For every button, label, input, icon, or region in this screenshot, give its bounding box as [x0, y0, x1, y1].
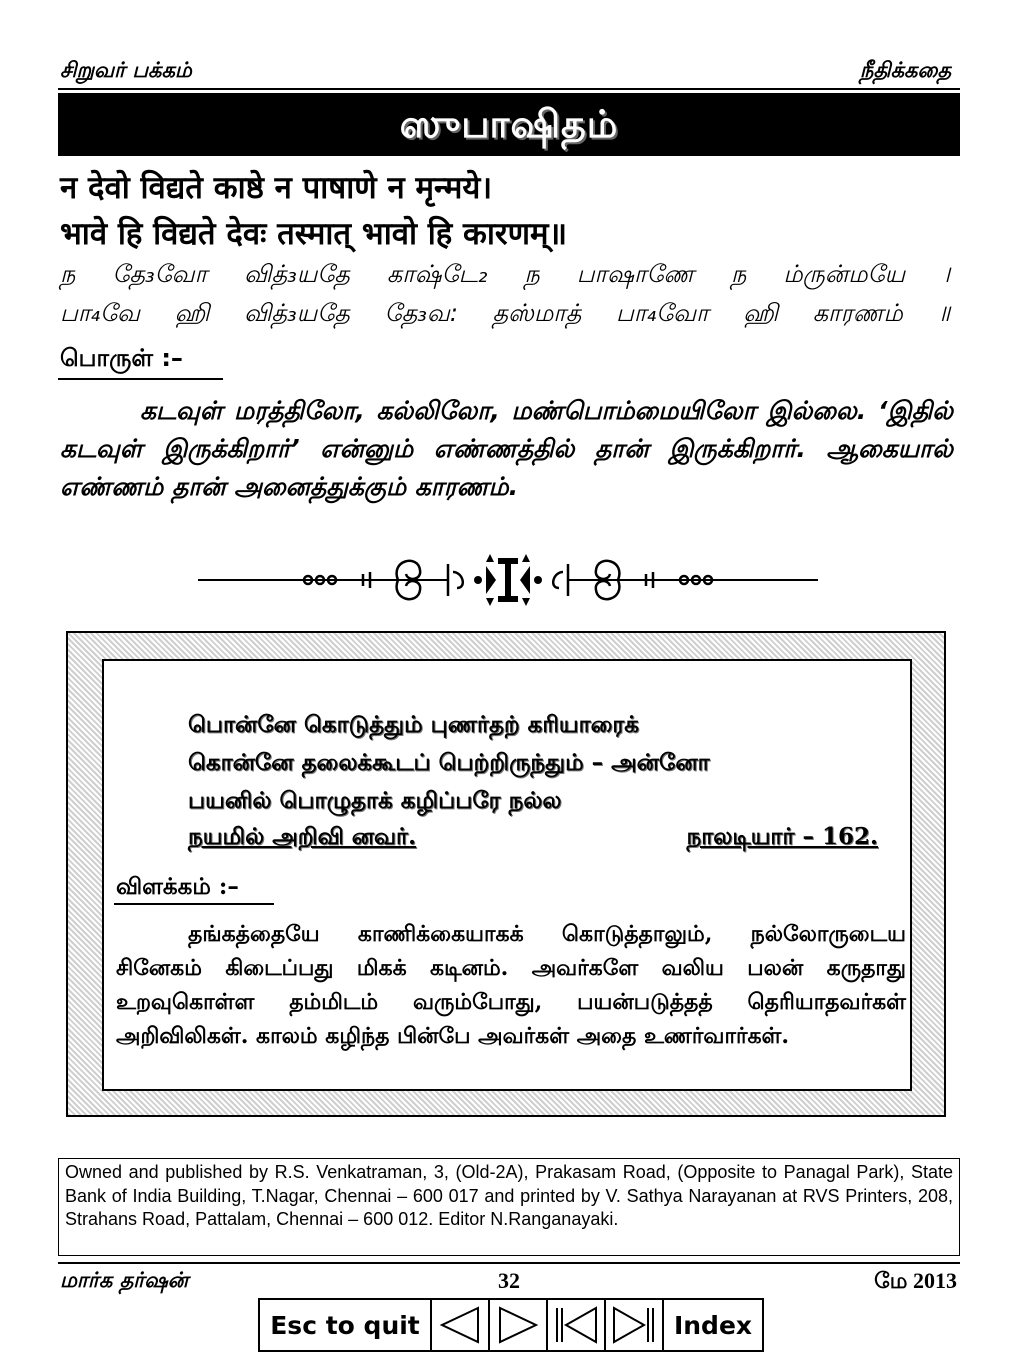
- navigation-bar: [258, 1298, 764, 1352]
- explanation-text: தங்கத்தையே காணிக்கையாகக் கொடுத்தாலும், நல்லோருடைய சினேகம் கிடைப்பது மிகக் கடினம். அவர்களே வலிய பலன் கருதாது உறவுகொள்ள தம்மிடம் வரும்போது, பயன்படுத்தத் தெரியாதவர்கள் அறிவிலிகள். காலம் கழிந்த பின்பே அவர்கள் அதை உணர்வார்கள்.: [116, 921, 906, 1049]
- transliteration-line-1: ந தே₃வோ வித்₃யதே காஷ்டே₂ ந பாஷாணே ந ம்ருன்மயே ।: [60, 260, 950, 288]
- first-page-icon: [552, 1304, 600, 1346]
- verse-source: நாலடியார் – 162.: [686, 823, 878, 850]
- last-page-icon: [610, 1304, 658, 1346]
- page-number: 32: [498, 1268, 520, 1293]
- verse-frame: [66, 631, 946, 1117]
- first-page-button[interactable]: [546, 1298, 606, 1352]
- explanation-underline: [114, 903, 274, 905]
- title-banner: [58, 93, 960, 156]
- last-page-button[interactable]: [604, 1298, 664, 1352]
- verse-line-2: கொன்னே தலைக்கூடப் பெற்றிருந்தும் – அன்னோ: [188, 749, 710, 776]
- publisher-imprint: Owned and published by R.S. Venkatraman, 3, (Old-2A), Prakasam Road, (Opposite to Panagal Park), State Bank of India Building, T.Nagar, Chennai – 600 017 and printed by V. Sathya Narayanan at RVS Printers, 208, Strahans Road, Pattalam, Chennai – 600 012. Editor N.Ranganayaki.: [58, 1158, 960, 1256]
- category-label: நீதிக்கதை: [859, 58, 951, 82]
- previous-page-button[interactable]: [430, 1298, 490, 1352]
- meaning-label: பொருள் :–: [60, 344, 183, 372]
- magazine-name: மார்க தர்ஷன்: [60, 1268, 189, 1292]
- triangle-left-icon: [438, 1304, 482, 1346]
- bottom-divider: [58, 1262, 960, 1264]
- page-title: ஸுபாஷிதம்: [399, 102, 619, 146]
- meaning-text: கடவுள் மரத்திலோ, கல்லிலோ, மண்பொம்மையிலோ இல்லை. ‘இதில் கடவுள் இருக்கிறார்’ என்னும் எண்ணத்தில் தான் இருக்கிறார். ஆகையால் எண்ணம் தான் அனைத்துக்கும் காரணம்.: [60, 396, 953, 501]
- ornament-divider-icon: [198, 552, 818, 608]
- explanation-label: விளக்கம் :–: [116, 873, 239, 900]
- esc-to-quit-button[interactable]: Esc to quit: [258, 1298, 432, 1352]
- verse-panel: [102, 659, 912, 1091]
- sanskrit-line-1: न देवो विद्यते काष्ठे न पाषाणे न मृन्मये।: [60, 170, 493, 206]
- top-divider: [58, 88, 960, 90]
- next-page-button[interactable]: [488, 1298, 548, 1352]
- issue-date: மே 2013: [874, 1268, 957, 1293]
- verse-line-4: நயமில் அறிவி னவர்.: [188, 823, 417, 850]
- verse-line-1: பொன்னே கொடுத்தும் புணர்தற் கரியாரைக்: [188, 711, 639, 738]
- verse-line-4-row: [188, 823, 878, 853]
- transliteration-line-2: பா₄வே ஹி வித்₃யதே தே₃வ: தஸ்மாத் பா₄வோ ஹி காரணம் ॥: [60, 299, 950, 327]
- section-label: சிறுவர் பக்கம்: [60, 58, 192, 82]
- sanskrit-line-2: भावे हि विद्यते देवः तस्मात् भावो हि कारणम्॥: [60, 216, 568, 252]
- verse-line-3: பயனில் பொழுதாக் கழிப்பரே நல்ல: [188, 787, 562, 814]
- meaning-underline: [58, 378, 223, 380]
- index-button[interactable]: Index: [662, 1298, 764, 1352]
- triangle-right-icon: [496, 1304, 540, 1346]
